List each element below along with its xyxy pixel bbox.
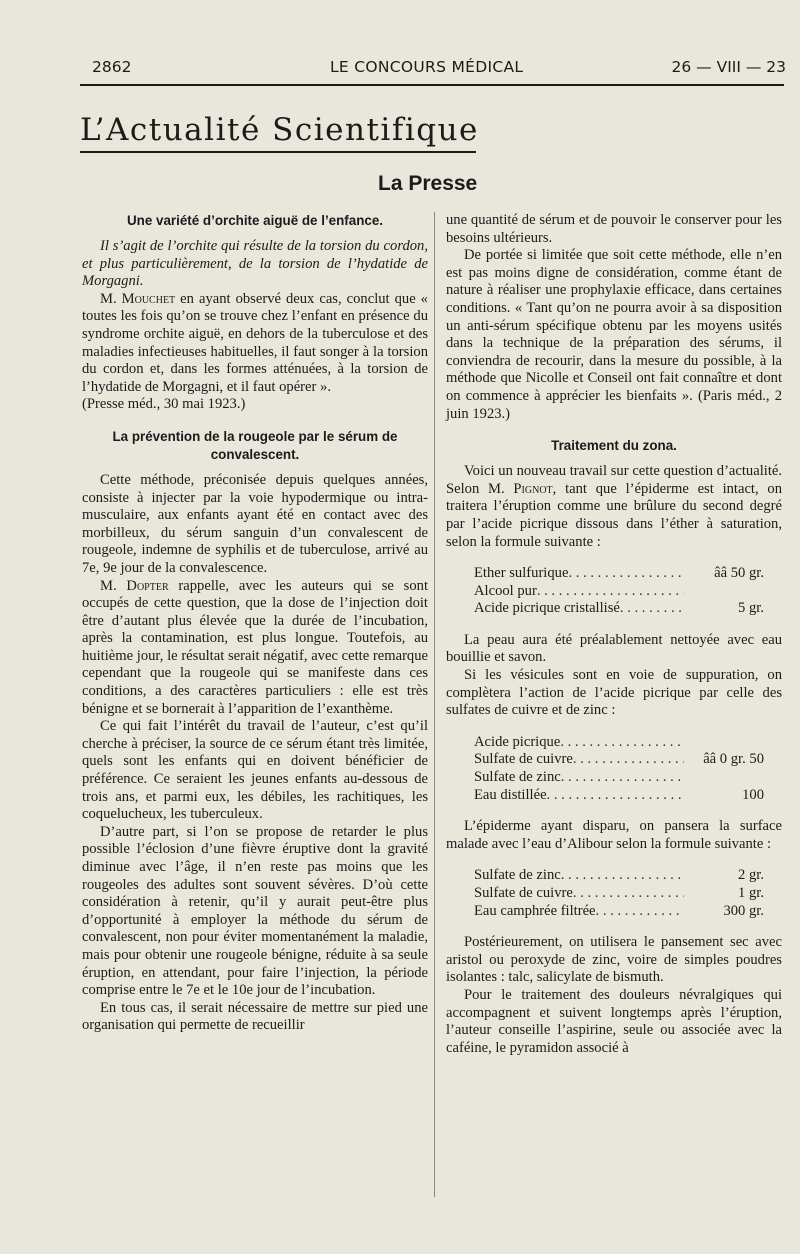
- issue-date: 26 — VIII — 23: [671, 58, 786, 76]
- ingredient-quantity: 1 gr.: [738, 885, 764, 901]
- ingredient-quantity: 2 gr.: [738, 867, 764, 884]
- ingredient-name: Eau distillée: [474, 786, 547, 803]
- formula-line: [474, 751, 764, 769]
- ingredient-name: Sulfate de cuivre: [474, 885, 573, 901]
- formula-line: [474, 583, 764, 601]
- ingredient-name: Acide picrique cristallisé: [474, 600, 620, 617]
- paragraph: La peau aura été préalablement nettoyée avec eau bouillie et savon.: [446, 631, 782, 666]
- header-rule: [80, 84, 784, 86]
- ingredient-name: Acide picrique: [474, 733, 561, 750]
- author-name: M. Pignot: [488, 480, 553, 497]
- author-name: M. Mouchet: [100, 290, 176, 307]
- leader-dots: [573, 751, 684, 769]
- leader-dots: [561, 867, 684, 885]
- ingredient-quantity: ââ 50 gr.: [714, 565, 764, 582]
- leader-dots: [568, 565, 684, 583]
- ingredient-name: Sulfate de zinc: [474, 769, 561, 786]
- article-title: Traitement du zona.: [551, 438, 677, 454]
- section-title-rule: [80, 151, 476, 153]
- paragraph: M. Mouchet en ayant observé deux cas, conclut que « toutes les fois qu’on se trouve chez l’enfant en présence du syndrome orchite aiguë, en dehors de la tuberculose et des maladies infectieuses habituelles, il faut songer à la torsion du cordon et, dans les formes atténuées, à la torsion de l’hydatide de Morgagni, et il faut opérer ».: [82, 290, 428, 395]
- formula-line: [474, 734, 764, 752]
- ingredient-name: Sulfate de cuivre: [474, 751, 573, 768]
- formula-1: [446, 565, 782, 618]
- rubric-title: La Presse: [378, 172, 478, 195]
- leader-dots: [547, 787, 684, 805]
- paragraph: Si les vésicules sont en voie de suppuration, on complètera l’action de l’acide picrique par celle des sulfates de cuivre et de zinc :: [446, 667, 782, 719]
- ingredient-quantity: 5 gr.: [738, 600, 764, 617]
- paragraph: Il s’agit de l’orchite qui résulte de la torsion du cordon, et plus particulièrement, de la torsion de l’hydatide de Morgagni.: [82, 238, 428, 290]
- paragraph: De portée si limitée que soit cette méthode, elle n’en est pas moins digne de considération, comme étant de nature à réaliser une prophylaxie efficace, dans certaines conditions. « Tant qu’on ne pourra avoir à sa disposition un anti-sérum spécifique obtenu par les moyens usités dans la technique de la préparation des sérums, il conviendra de recourir, dans la mesure du possible, à la méthode que Nicolle et Conseil ont fait connaître et dont on commence à apprécier les bienfaits ». (Paris méd., 2 juin 1923.): [446, 247, 782, 422]
- ingredient-name: Ether sulfurique: [474, 565, 569, 582]
- ingredient-quantity: ââ 0 gr. 50: [703, 751, 764, 768]
- leader-dots: [596, 903, 684, 921]
- leader-dots: [620, 600, 684, 618]
- reference: (Presse méd., 30 mai 1923.): [82, 396, 246, 413]
- journal-title: LE CONCOURS MÉDICAL: [330, 58, 524, 76]
- ingredient-quantity: 100: [742, 786, 764, 803]
- formula-line: [474, 867, 764, 885]
- right-column: [446, 212, 782, 1057]
- formula-line: [474, 787, 764, 805]
- formula-3: [446, 867, 782, 920]
- section-title: L’Actualité Scientifique: [80, 112, 479, 148]
- paragraph: D’autre part, si l’on se propose de retarder le plus possible l’éclosion d’une fièvre éruptive dont la gravité diminue avec l’âge, il n’en reste pas moins que les rougeoles des adultes sont souvent sévères. D’où cette considération à retenir, qu’il y aurait peut-être plus d’opportunité à employer la méthode du sérum de convalescent, non pour éviter momentanément la maladie, mais pour obtenir une rougeole bénigne, réduite à sa seule éruption, en attendant, pour faire l’injection, la période comprise entre le 7e et le 10e jour de l’incubation.: [82, 823, 428, 999]
- formula-line: [474, 600, 764, 618]
- ingredient-name: Alcool pur: [474, 582, 537, 599]
- author-name: M. Dopter: [100, 577, 169, 594]
- article-title: La prévention de la rougeole par le sérum de convalescent.: [112, 428, 398, 462]
- page-number: 2862: [92, 58, 132, 76]
- paragraph: Postérieurement, on utilisera le pansement sec avec aristol ou peroxyde de zinc, voire de simples poudres isolantes : talc, salicylate de bismuth.: [446, 934, 782, 986]
- ingredient-quantity: 300 gr.: [723, 902, 764, 919]
- formula-line: [474, 885, 764, 903]
- paragraph: M. Dopter rappelle, avec les auteurs qui se sont occupés de cette question, que la dose de l’injection doit être d’autant plus élevée que la durée de l’incubation, après la contamination, est plus longue. Toutefois, au huitième jour, le résultat serait négatif, avec cette remarque cependant que la rougeole qui se manifeste dans ces conditions, a des caractères particuliers : elle est très bénigne et se bornerait à l’apparition de l’exanthème.: [82, 577, 428, 717]
- formula-2: [446, 734, 782, 804]
- column-divider: [434, 212, 435, 1197]
- leader-dots: [561, 769, 684, 787]
- article-title: Une variété d’orchite aiguë de l’enfance.: [127, 213, 383, 228]
- left-column: [82, 212, 428, 1035]
- page-header: [86, 58, 786, 80]
- paragraph: Pour le traitement des douleurs névralgiques qui accompagnent et suivent longtemps après l’éruption, l’auteur conseille l’aspirine, seule ou associée avec la caféine, le pyramidon associé à: [446, 986, 782, 1056]
- paragraph: Ce qui fait l’intérêt du travail de l’auteur, c’est qu’il cherche à préciser, la source de ce sérum étant très limitée, quels sont les enfants qui en doivent bénéficier de préférence. Ce seraient les jeunes enfants au-dessous de trois ans, et parmi eux, les débiles, les rachitiques, les coquelucheux, les tuberculeux.: [82, 718, 428, 823]
- ingredient-name: Sulfate de zinc: [474, 867, 561, 884]
- formula-line: [474, 565, 764, 583]
- formula-line: [474, 769, 764, 787]
- leader-dots: [573, 885, 684, 903]
- paragraph: Cette méthode, préconisée depuis quelques années, consiste à injecter par la voie hypodermique ou intra-musculaire, aux enfants ayant été en contact avec des morbilleux, du sérum sanguin d’un convalescent de rougeole, indemne de syphilis et de tuberculose, arrivé au 7e, 9e jour de la convalescence.: [82, 471, 428, 576]
- paragraph: une quantité de sérum et de pouvoir le conserver pour les besoins ultérieurs.: [446, 212, 782, 246]
- leader-dots: [537, 583, 684, 601]
- paragraph: L’épiderme ayant disparu, on pansera la surface malade avec l’eau d’Alibour selon la formule suivante :: [446, 818, 782, 852]
- formula-line: [474, 903, 764, 921]
- paragraph: En tous cas, il serait nécessaire de mettre sur pied une organisation qui permette de recueillir: [82, 999, 428, 1034]
- leader-dots: [560, 734, 684, 752]
- ingredient-name: Eau camphrée filtrée: [474, 902, 596, 919]
- paragraph: Voici un nouveau travail sur cette question d’actualité. Selon M. Pignot, tant que l’épiderme est intact, on traitera l’éruption comme une brûlure du second degré par l’acide picrique dissous dans l’éther à saturation, selon la formule suivante :: [446, 463, 782, 550]
